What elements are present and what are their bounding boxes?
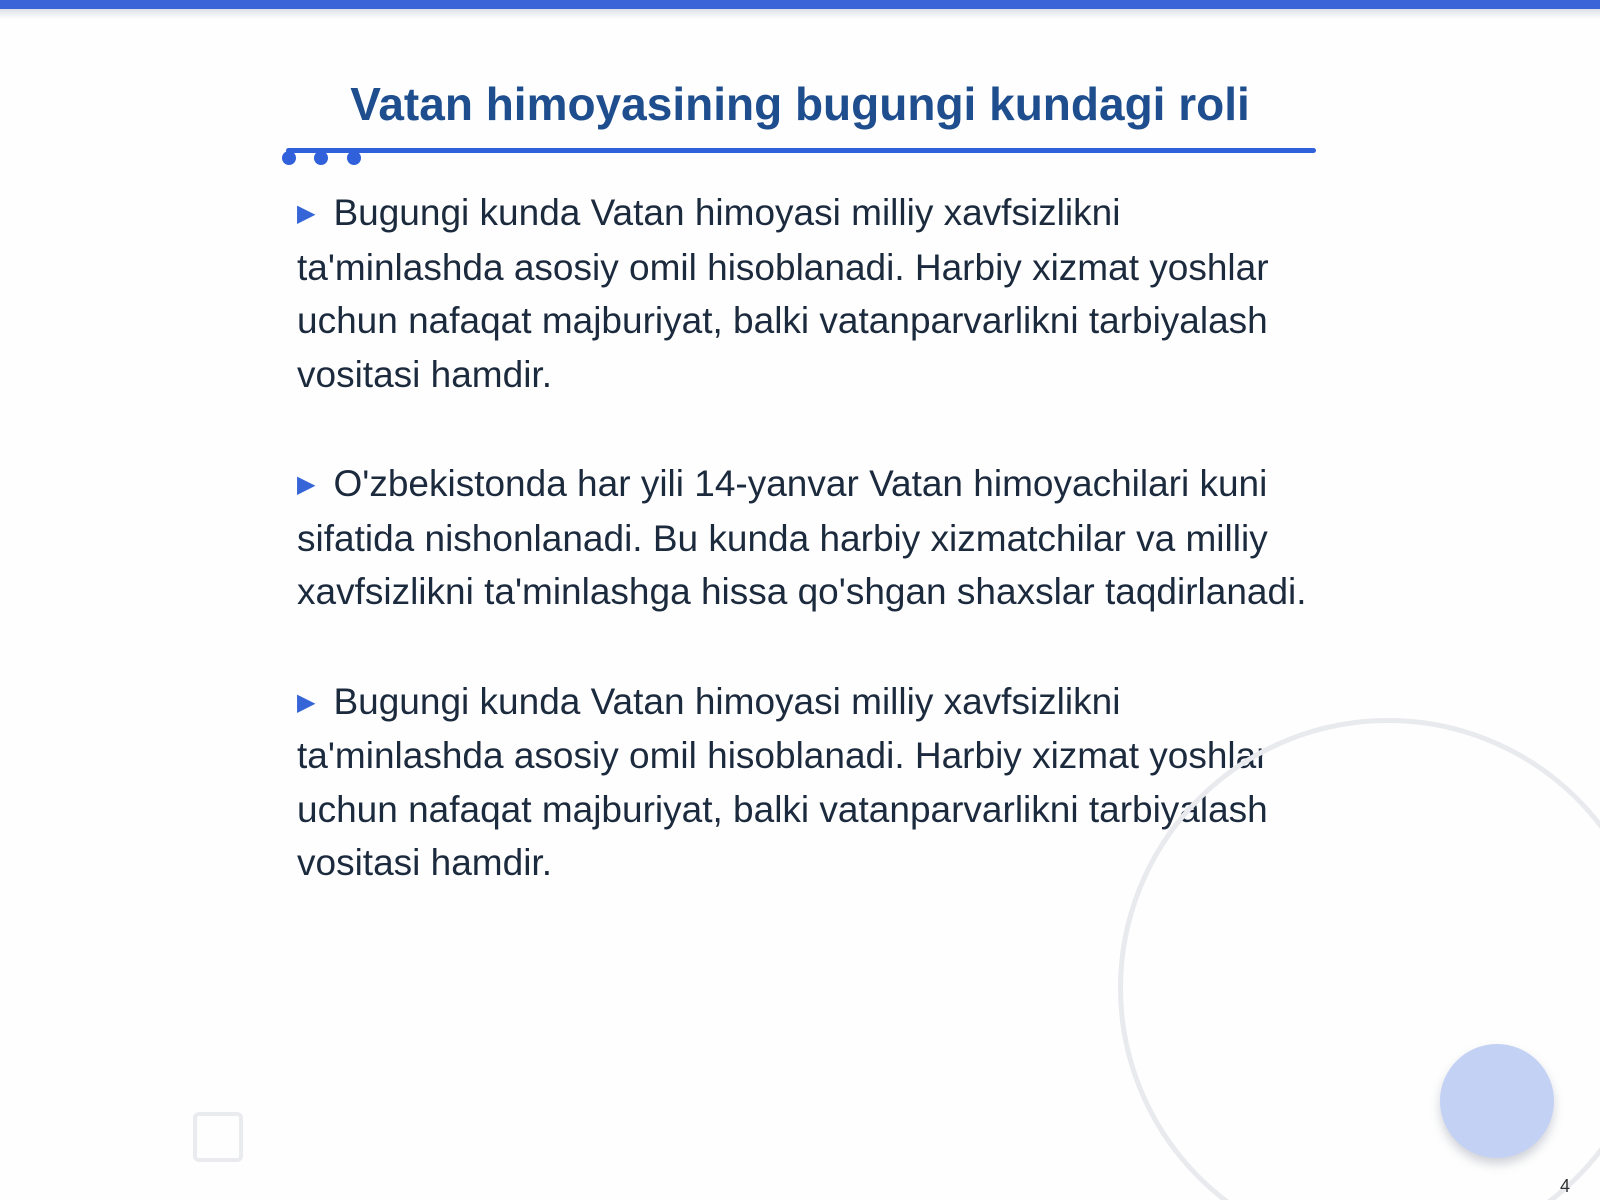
three-dots-decoration-icon (281, 150, 371, 166)
bullet-text: O'zbekistonda har yili 14-yanvar Vatan himoyachilari kuni sifatida nishonlanadi. Bu kunda harbiy xizmatchilar va milliy xavfsizlikni ta'minlashga hissa qo'shgan shaxslar taqdirlanadi. (297, 463, 1307, 612)
bullet-item-1 (297, 186, 1317, 401)
bullet-list (297, 186, 1317, 946)
decorative-circle (1440, 1044, 1554, 1158)
triangle-right-icon: ▶ (297, 200, 316, 227)
bullet-text: Bugungi kunda Vatan himoyasi milliy xavfsizlikni ta'minlashda asosiy omil hisoblanadi. Harbiy xizmat yoshlar uchun nafaqat majburiyat, balki vatanparvarlikni tarbiyalash vositasi hamdir. (297, 192, 1269, 395)
triangle-right-icon: ▶ (297, 688, 316, 716)
triangle-right-icon: ▶ (297, 471, 316, 498)
top-bar-shadow (0, 9, 1600, 19)
slide-title: Vatan himoyasining bugungi kundagi roli (350, 78, 1250, 130)
page-number: 4 (1559, 1176, 1570, 1196)
top-accent-bar (0, 0, 1600, 9)
bullet-item-2 (297, 457, 1317, 619)
bullet-text: Bugungi kunda Vatan himoyasi milliy xavfsizlikni ta'minlashda asosiy omil hisoblanadi. Harbiy xizmat yoshlar uchun nafaqat majburiyat, balki vatanparvarlikni tarbiyalash vositasi hamdir. (297, 680, 1269, 883)
decorative-square (193, 1112, 243, 1162)
title-underline (286, 148, 1316, 153)
